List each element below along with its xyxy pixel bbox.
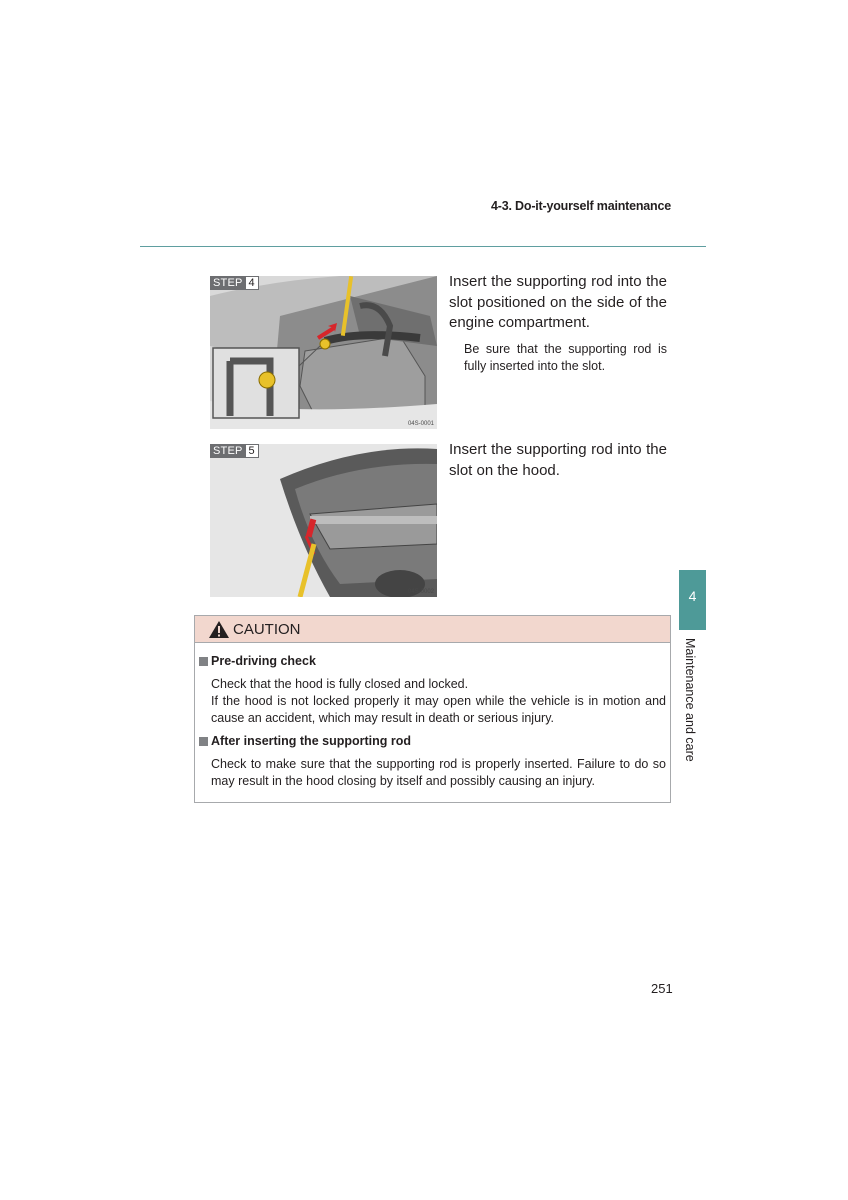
step4-note: Be sure that the supporting rod is fully inserted into the slot. [464, 342, 667, 373]
figure-code: 04S-0001 [407, 421, 434, 427]
page-number: 251 [651, 981, 673, 996]
caution-box [194, 615, 671, 803]
subheading-text: Pre-driving check [211, 654, 316, 668]
step4-figure [210, 276, 437, 429]
step-label [210, 444, 259, 458]
chapter-number: 4 [688, 588, 697, 604]
step4-instruction: Insert the supporting rod into the slot positioned on the side of the engine compartment. [449, 273, 667, 331]
subheading-text: After inserting the supporting rod [211, 734, 411, 748]
chapter-tab[interactable] [679, 570, 706, 630]
figure-code: 04S-0002 [407, 589, 434, 595]
engine-compartment-illustration [210, 276, 437, 429]
step-word: STEP [210, 276, 246, 290]
warning-icon [208, 620, 230, 639]
caution-text: Check that the hood is fully closed and locked. [211, 677, 469, 691]
caution-text: If the hood is not locked properly it may open while the vehicle is in motion and cause an accident, which may result in death or serious injury. [211, 694, 666, 725]
caution-title: CAUTION [233, 620, 301, 638]
caution-subheading [199, 654, 316, 668]
bullet-square-icon [199, 657, 208, 666]
step-number: 4 [246, 276, 259, 290]
step5-instruction: Insert the supporting rod into the slot on the hood. [449, 441, 667, 479]
chapter-label: Maintenance and care [683, 638, 697, 762]
header-rule [140, 246, 706, 247]
section-title: 4-3. Do-it-yourself maintenance [491, 199, 671, 213]
caution-subheading [199, 734, 411, 748]
caution-header [195, 616, 670, 643]
step-number: 5 [246, 444, 259, 458]
step-word: STEP [210, 444, 246, 458]
bullet-square-icon [199, 737, 208, 746]
step-label [210, 276, 259, 290]
caution-text: Check to make sure that the supporting rod is properly inserted. Failure to do so may result in the hood closing by itself and possibly causing an injury. [211, 757, 666, 788]
hood-underside-illustration [210, 444, 437, 597]
step5-figure [210, 444, 437, 597]
